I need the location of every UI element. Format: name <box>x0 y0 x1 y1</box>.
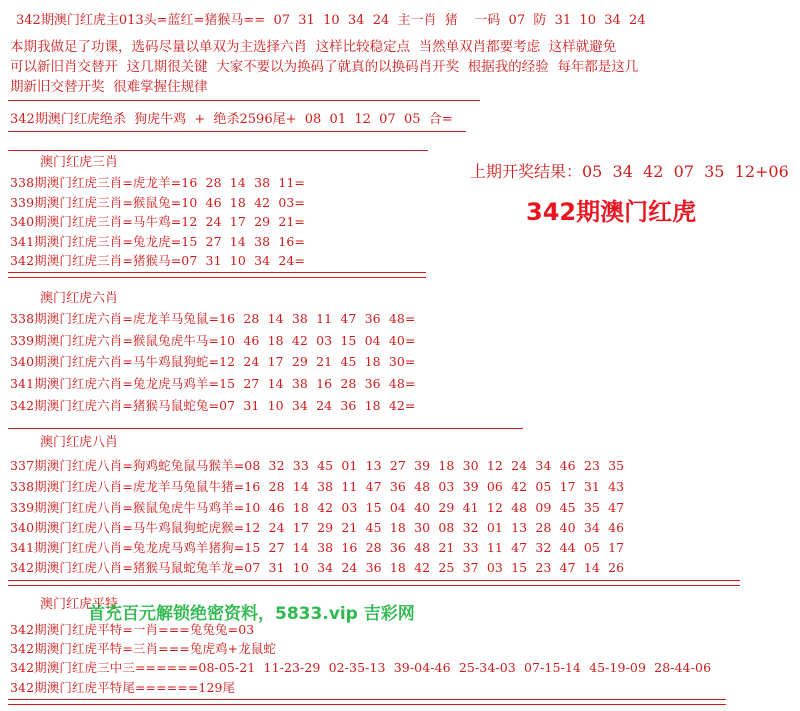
divider <box>8 150 428 151</box>
list-item: 342期澳门红虎三中三======08-05-21 11-23-29 02-35-13 39-04-46 25-34-03 07-15-14 45-19-09 28-44-06 <box>10 660 712 675</box>
divider <box>8 428 523 429</box>
list-item: 340期澳门红虎三肖=马牛鸡=12 24 17 29 21= <box>10 214 305 229</box>
notice-line-1: 本期我做足了功课，选码尽量以单双为主选择六肖 这样比较稳定点 当然单双肖都要考虑 这样就避免 <box>10 39 617 55</box>
list-item: 339期澳门红虎三肖=猴鼠兔=10 46 18 42 03= <box>10 195 305 210</box>
double-divider <box>8 699 726 705</box>
list-item: 342期澳门红虎八肖=猪猴马鼠蛇兔羊龙=07 31 10 34 24 36 18 42 25 37 03 15 23 47 14 26 <box>10 560 625 575</box>
header-line: 342期澳门红虎主013头=蓝红=猪猴马== 07 31 10 34 24 主一肖 猪 一码 07 防 31 10 34 24 <box>16 13 646 28</box>
section-title-special: 澳门红虎平特 <box>40 597 119 612</box>
section-title-three: 澳门红虎三肖 <box>40 155 119 170</box>
list-item: 337期澳门红虎八肖=狗鸡蛇兔鼠马猴羊=08 32 33 45 01 13 27 39 18 30 12 24 34 46 23 35 <box>10 458 625 473</box>
list-item: 341期澳门红虎八肖=兔龙虎马鸡羊猪狗=15 27 14 38 16 28 36 48 21 33 11 47 32 44 05 17 <box>10 540 625 555</box>
list-item: 342期澳门红虎六肖=猪猴马鼠蛇兔=07 31 10 34 24 36 18 42= <box>10 398 416 413</box>
notice-line-2: 可以新旧肖交替开 这几期很关键 大家不要以为换码了就真的以换码肖开奖 根据我的经验 每年都是这几 <box>10 59 639 75</box>
list-item: 338期澳门红虎六肖=虎龙羊马兔鼠=16 28 14 38 11 47 36 48= <box>10 311 416 326</box>
list-item: 341期澳门红虎三肖=兔龙虎=15 27 14 38 16= <box>10 234 305 249</box>
page-title: 342期澳门红虎 <box>526 198 697 226</box>
list-item: 342期澳门红虎三肖=猪猴马=07 31 10 34 24= <box>10 253 305 268</box>
list-item: 340期澳门红虎八肖=马牛鸡鼠狗蛇虎猴=12 24 17 29 21 45 18 30 08 32 01 13 28 40 34 46 <box>10 520 625 535</box>
list-item: 342期澳门红虎平特尾======129尾 <box>10 680 236 695</box>
double-divider <box>8 272 426 278</box>
list-item: 338期澳门红虎八肖=虎龙羊马兔鼠牛猪=16 28 14 38 11 47 36 48 03 39 06 42 05 17 31 43 <box>10 479 625 494</box>
last-draw-result: 上期开奖结果：05 34 42 07 35 12+06 <box>470 162 789 181</box>
double-divider <box>8 580 740 586</box>
list-item: 339期澳门红虎八肖=猴鼠兔虎牛马鸡羊=10 46 18 42 03 15 04 40 29 41 12 48 09 45 35 47 <box>10 500 625 515</box>
divider <box>8 100 480 101</box>
list-item: 340期澳门红虎六肖=马牛鸡鼠狗蛇=12 24 17 29 21 45 18 30= <box>10 354 416 369</box>
notice-line-3: 期新旧交替开奖 很难掌握住规律 <box>10 79 208 95</box>
kill-line: 342期澳门红虎绝杀 狗虎牛鸡 + 绝杀2596尾+ 08 01 12 07 05 合= <box>10 112 453 127</box>
list-item: 341期澳门红虎六肖=兔龙虎马鸡羊=15 27 14 38 16 28 36 48= <box>10 376 416 391</box>
section-title-eight: 澳门红虎八肖 <box>40 435 119 450</box>
list-item: 338期澳门红虎三肖=虎龙羊=16 28 14 38 11= <box>10 175 305 190</box>
divider <box>8 131 466 132</box>
list-item: 342期澳门红虎平特=三肖===兔虎鸡+龙鼠蛇 <box>10 641 277 656</box>
section-title-six: 澳门红虎六肖 <box>40 291 119 306</box>
list-item: 339期澳门红虎六肖=猴鼠兔虎牛马=10 46 18 42 03 15 04 40= <box>10 333 416 348</box>
list-item: 342期澳门红虎平特=一肖===兔兔兔=03 <box>10 622 255 637</box>
watermark-text: 首充百元解锁绝密资料，5833.vip 吉彩网 <box>88 604 415 624</box>
